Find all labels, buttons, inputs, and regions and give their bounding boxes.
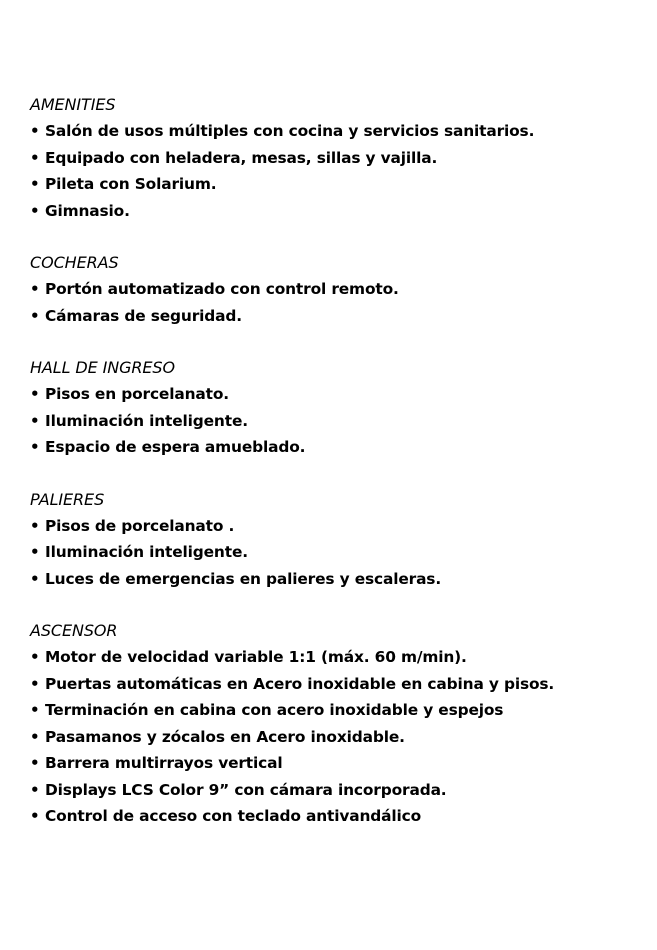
bullet-icon: • <box>30 411 40 430</box>
list-item <box>30 118 650 145</box>
list-item-text: Control de acceso con teclado antivandálico <box>45 807 422 825</box>
list-item <box>30 777 650 804</box>
bullet-icon: • <box>30 201 40 220</box>
list-item <box>30 644 650 671</box>
list-item-text: Iluminación inteligente. <box>45 411 248 430</box>
bullet-icon: • <box>30 727 40 746</box>
bullet-icon: • <box>30 754 40 772</box>
bullet-icon: • <box>30 543 40 561</box>
list-item <box>30 671 650 698</box>
list-item <box>30 539 650 566</box>
list-item-text: Motor de velocidad variable 1:1 (máx. 60 m/min). <box>45 648 467 666</box>
section-hall-de-ingreso <box>30 355 650 461</box>
bullet-icon: • <box>30 648 40 666</box>
list-item-text: Luces de emergencias en palieres y escaleras. <box>45 569 442 588</box>
section-title: HALL DE INGRESO <box>30 358 175 377</box>
section-cocheras <box>30 250 650 329</box>
bullet-icon: • <box>30 807 40 825</box>
list-item-text: Pisos de porcelanato . <box>45 516 235 535</box>
list-item <box>30 276 650 303</box>
list-item-text: Espacio de espera amueblado. <box>45 438 306 456</box>
list-item <box>30 145 650 172</box>
bullet-icon: • <box>30 569 40 588</box>
section-title: AMENITIES <box>30 95 116 114</box>
list-item <box>30 566 650 593</box>
bullet-icon: • <box>30 175 40 193</box>
list-item <box>30 303 650 330</box>
list-item <box>30 697 650 724</box>
section-amenities <box>30 92 650 224</box>
bullet-icon: • <box>30 280 40 298</box>
list-item <box>30 803 650 830</box>
list-item <box>30 434 650 461</box>
bullet-icon: • <box>30 306 40 325</box>
list-item <box>30 198 650 225</box>
list-item-text: Displays LCS Color 9” con cámara incorporada. <box>45 780 447 799</box>
bullet-icon: • <box>30 674 40 693</box>
bullet-icon: • <box>30 122 40 140</box>
list-item-text: Pileta con Solarium. <box>45 175 217 193</box>
list-item <box>30 171 650 198</box>
bullet-icon: • <box>30 385 40 403</box>
list-item-text: Terminación en cabina con acero inoxidable y espejos <box>45 701 504 719</box>
bullet-icon: • <box>30 516 40 535</box>
list-item-text: Barrera multirrayos vertical <box>45 754 283 772</box>
section-title: PALIERES <box>30 489 105 509</box>
list-item-text: Iluminación inteligente. <box>45 543 248 561</box>
section-title: COCHERAS <box>30 253 119 272</box>
list-item-text: Portón automatizado con control remoto. <box>45 280 399 298</box>
list-item <box>30 408 650 435</box>
section-palieres <box>30 487 650 593</box>
list-item <box>30 724 650 751</box>
section-ascensor <box>30 618 650 830</box>
list-item <box>30 513 650 540</box>
list-item-text: Puertas automáticas en Acero inoxidable en cabina y pisos. <box>45 674 555 693</box>
bullet-icon: • <box>30 780 40 799</box>
document-page <box>30 92 650 856</box>
list-item-text: Pasamanos y zócalos en Acero inoxidable. <box>45 727 405 746</box>
list-item-text: Pisos en porcelanato. <box>45 385 229 403</box>
bullet-icon: • <box>30 701 40 719</box>
list-item-text: Gimnasio. <box>45 201 130 220</box>
list-item <box>30 381 650 408</box>
list-item-text: Equipado con heladera, mesas, sillas y vajilla. <box>45 148 438 167</box>
bullet-icon: • <box>30 438 40 456</box>
list-item-text: Cámaras de seguridad. <box>45 306 242 325</box>
list-item <box>30 750 650 777</box>
section-title: ASCENSOR <box>30 621 118 640</box>
list-item-text: Salón de usos múltiples con cocina y servicios sanitarios. <box>45 122 535 140</box>
bullet-icon: • <box>30 148 40 167</box>
